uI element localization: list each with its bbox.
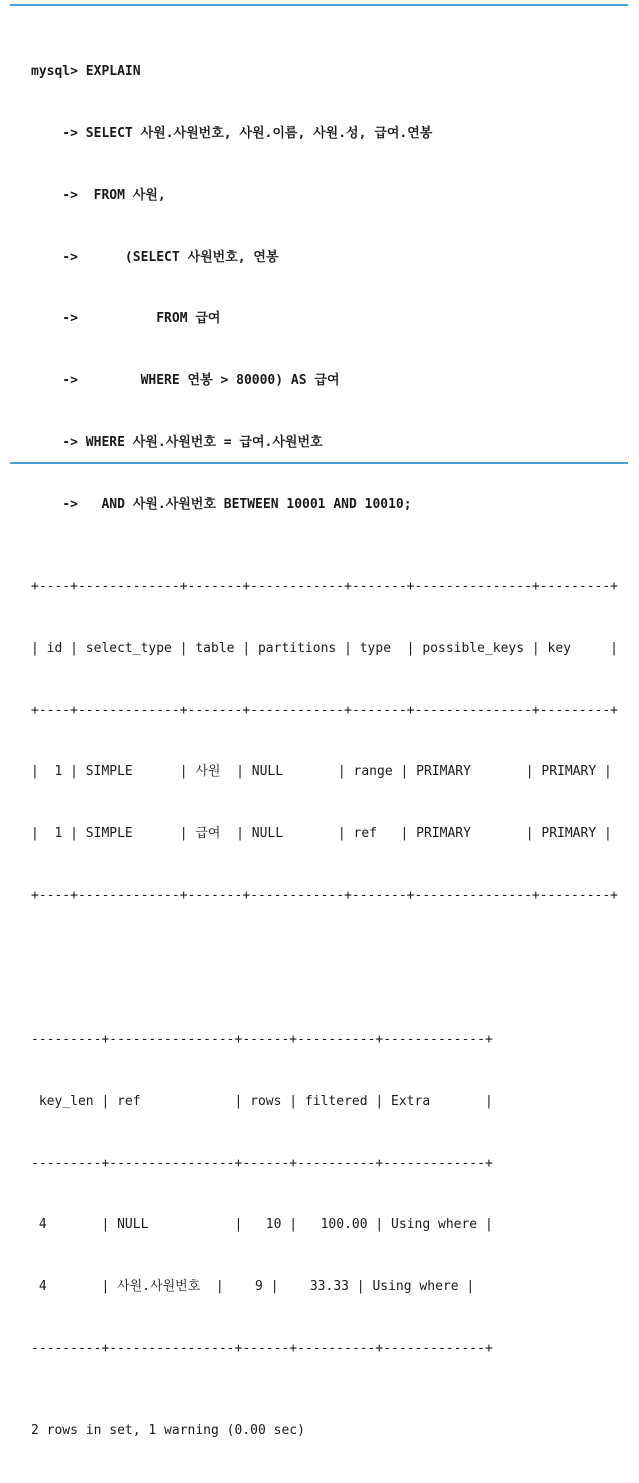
query-line: -> (SELECT 사원번호, 연봉 bbox=[31, 249, 279, 265]
query-line: mysql> EXPLAIN bbox=[31, 64, 141, 80]
bottom-divider bbox=[10, 462, 628, 464]
table1-row: | 1 | SIMPLE | 급여 | NULL | ref | PRIMARY | PRIMARY | bbox=[31, 826, 612, 842]
blank-line bbox=[31, 948, 618, 969]
table1-header: | id | select_type | table | partitions | type | possible_keys | key | bbox=[31, 640, 618, 656]
table2-border: ---------+----------------+------+----------+-------------+ bbox=[31, 1032, 493, 1048]
top-divider bbox=[10, 4, 628, 6]
query-line: -> AND 사원.사원번호 BETWEEN 10001 AND 10010; bbox=[31, 496, 412, 512]
result-summary: 2 rows in set, 1 warning (0.00 sec) bbox=[31, 1423, 305, 1439]
query-line: -> WHERE 사원.사원번호 = 급여.사원번호 bbox=[31, 434, 323, 450]
query-line: -> SELECT 사원.사원번호, 사원.이름, 사원.성, 급여.연봉 bbox=[31, 125, 433, 141]
query-line: -> FROM 급여 bbox=[31, 311, 221, 327]
query-line: -> FROM 사원, bbox=[31, 187, 166, 203]
table2-header: key_len | ref | rows | filtered | Extra | bbox=[31, 1093, 493, 1109]
query-line: -> WHERE 연봉 > 80000) AS 급여 bbox=[31, 373, 340, 389]
table1-border: +----+-------------+-------+------------+-------+---------------+---------+ bbox=[31, 702, 618, 718]
console-output bbox=[31, 21, 618, 1483]
table1-row: | 1 | SIMPLE | 사원 | NULL | range | PRIMARY | PRIMARY | bbox=[31, 764, 612, 780]
table1-border: +----+-------------+-------+------------+-------+---------------+---------+ bbox=[31, 887, 618, 903]
table2-border: ---------+----------------+------+----------+-------------+ bbox=[31, 1155, 493, 1171]
table1-border: +----+-------------+-------+------------+-------+---------------+---------+ bbox=[31, 579, 618, 595]
table2-row: 4 | NULL | 10 | 100.00 | Using where | bbox=[31, 1217, 493, 1233]
table2-row: 4 | 사원.사원번호 | 9 | 33.33 | Using where | bbox=[31, 1279, 475, 1295]
table2-border: ---------+----------------+------+----------+-------------+ bbox=[31, 1341, 493, 1356]
